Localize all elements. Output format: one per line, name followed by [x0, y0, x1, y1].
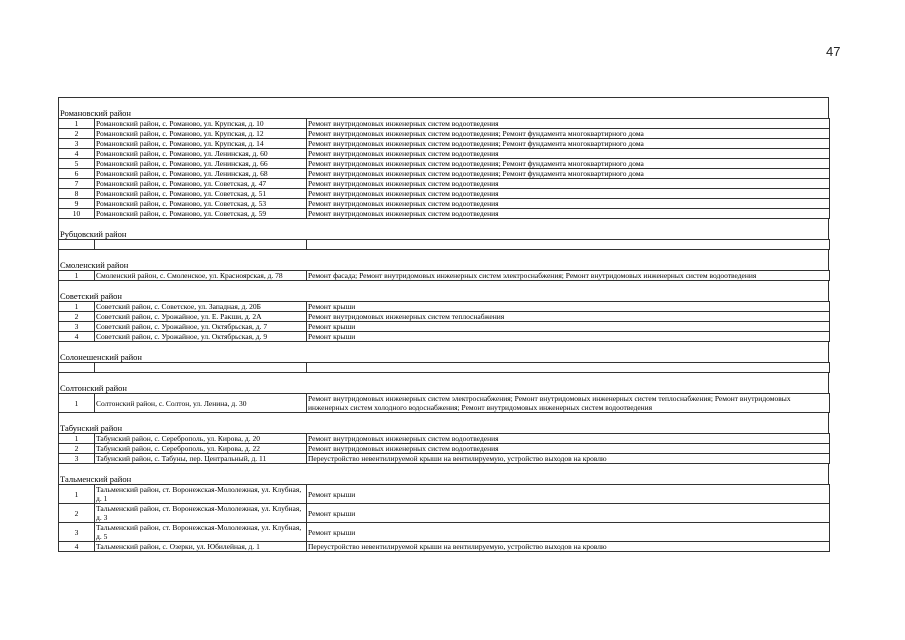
row-work: Ремонт внутридомовых инженерных систем теплоснабжения	[307, 312, 830, 322]
row-address: Советский район, с. Урожайное, ул. Е. Ракши, д. 2А	[95, 312, 307, 322]
empty-cell	[307, 240, 830, 250]
row-number: 3	[59, 139, 95, 149]
row-work: Ремонт внутридомовых инженерных систем водоотведения; Ремонт фундамента многоквартирного дома	[307, 169, 830, 179]
table-row	[59, 504, 830, 523]
row-work: Переустройство невентилируемой крыши на вентилируемую, устройство выходов на кровлю	[307, 542, 830, 552]
row-number: 6	[59, 169, 95, 179]
district-table	[58, 484, 830, 552]
district-title: Романовский район	[58, 108, 829, 118]
row-work: Ремонт внутридомовых инженерных систем водоотведения	[307, 179, 830, 189]
row-work: Ремонт внутридомовых инженерных систем водоотведения	[307, 199, 830, 209]
district-title: Табунский район	[58, 423, 829, 433]
district-title: Смоленский район	[58, 260, 829, 270]
row-number: 4	[59, 149, 95, 159]
row-number: 1	[59, 394, 95, 413]
row-work: Ремонт внутридомовых инженерных систем водоотведения	[307, 189, 830, 199]
district-title: Солтонский район	[58, 383, 829, 393]
row-address: Советский район, с. Советское, ул. Западная, д. 20Б	[95, 302, 307, 312]
section-spacer	[58, 464, 829, 474]
table-row	[59, 199, 830, 209]
section-spacer	[58, 413, 829, 423]
row-address: Романовский район, с. Романово, ул. Советская, д. 51	[95, 189, 307, 199]
document-table	[58, 97, 829, 552]
section-spacer	[58, 98, 829, 108]
table-row	[59, 129, 830, 139]
row-address: Романовский район, с. Романово, ул. Ленинская, д. 60	[95, 149, 307, 159]
row-number: 1	[59, 119, 95, 129]
table-row-empty	[59, 240, 830, 250]
row-number: 3	[59, 454, 95, 464]
row-number: 9	[59, 199, 95, 209]
row-work: Ремонт крыши	[307, 302, 830, 312]
row-number: 1	[59, 271, 95, 281]
row-number: 4	[59, 332, 95, 342]
row-number: 1	[59, 434, 95, 444]
row-number: 1	[59, 485, 95, 504]
table-row	[59, 394, 830, 413]
table-row	[59, 322, 830, 332]
row-work: Ремонт внутридомовых инженерных систем водоотведения; Ремонт фундамента многоквартирного дома	[307, 159, 830, 169]
row-address: Советский район, с. Урожайное, ул. Октябрьская, д. 9	[95, 332, 307, 342]
row-number: 3	[59, 523, 95, 542]
row-address: Табунский район, с. Сереброполь, ул. Кирова, д. 20	[95, 434, 307, 444]
row-work: Переустройство невентилируемой крыши на вентилируемую, устройство выходов на кровлю	[307, 454, 830, 464]
row-address: Романовский район, с. Романово, ул. Советская, д. 59	[95, 209, 307, 219]
row-work: Ремонт внутридомовых инженерных систем водоотведения	[307, 209, 830, 219]
row-work: Ремонт крыши	[307, 485, 830, 504]
table-row-empty	[59, 363, 830, 373]
section-spacer	[58, 281, 829, 291]
row-number: 2	[59, 444, 95, 454]
row-address: Тальменский район, ст. Воронежская-Мололежная, ул. Клубная, д. 1	[95, 485, 307, 504]
row-number: 4	[59, 542, 95, 552]
table-row	[59, 159, 830, 169]
table-row	[59, 444, 830, 454]
row-work: Ремонт внутридомовых инженерных систем электроснабжения; Ремонт внутридомовых инженерных систем теплоснабжения; Ремонт внутридомовых инженерных систем холодного водоснабжения; Ремонт внутридомовых инженерных систем водоотведения	[307, 394, 830, 413]
empty-cell	[95, 240, 307, 250]
row-address: Романовский район, с. Романово, ул. Крупская, д. 10	[95, 119, 307, 129]
table-row	[59, 271, 830, 281]
row-address: Романовский район, с. Романово, ул. Ленинская, д. 66	[95, 159, 307, 169]
row-address: Романовский район, с. Романово, ул. Ленинская, д. 68	[95, 169, 307, 179]
row-address: Табунский район, с. Табуны, пер. Центральный, д. 11	[95, 454, 307, 464]
table-row	[59, 485, 830, 504]
row-number: 8	[59, 189, 95, 199]
district-table	[58, 393, 830, 413]
row-address: Романовский район, с. Романово, ул. Крупская, д. 12	[95, 129, 307, 139]
row-work: Ремонт крыши	[307, 523, 830, 542]
district-title: Советский район	[58, 291, 829, 301]
row-address: Тальменский район, с. Озерки, ул. Юбилейная, д. 1	[95, 542, 307, 552]
row-address: Романовский район, с. Романово, ул. Советская, д. 47	[95, 179, 307, 189]
section-spacer	[58, 373, 829, 383]
row-address: Романовский район, с. Романово, ул. Крупская, д. 14	[95, 139, 307, 149]
table-row	[59, 209, 830, 219]
empty-cell	[59, 363, 95, 373]
row-number: 7	[59, 179, 95, 189]
table-row	[59, 332, 830, 342]
district-table	[58, 362, 830, 373]
row-number: 2	[59, 504, 95, 523]
row-work: Ремонт внутридомовых инженерных систем водоотведения; Ремонт фундамента многоквартирного дома	[307, 129, 830, 139]
table-row	[59, 523, 830, 542]
district-table	[58, 118, 830, 219]
row-address: Табунский район, с. Сереброполь, ул. Кирова, д. 22	[95, 444, 307, 454]
district-table	[58, 270, 830, 281]
row-number: 2	[59, 312, 95, 322]
district-title: Солонешенский район	[58, 352, 829, 362]
table-row	[59, 189, 830, 199]
empty-cell	[95, 363, 307, 373]
section-spacer	[58, 342, 829, 352]
row-work: Ремонт крыши	[307, 332, 830, 342]
row-work: Ремонт крыши	[307, 322, 830, 332]
row-work: Ремонт внутридомовых инженерных систем водоотведения	[307, 434, 830, 444]
row-work: Ремонт внутридомовых инженерных систем водоотведения	[307, 119, 830, 129]
table-row	[59, 179, 830, 189]
district-table	[58, 301, 830, 342]
row-address: Тальменский район, ст. Воронежская-Мололежная, ул. Клубная, д. 3	[95, 504, 307, 523]
district-table	[58, 433, 830, 464]
row-number: 3	[59, 322, 95, 332]
table-row	[59, 139, 830, 149]
empty-cell	[59, 240, 95, 250]
table-row	[59, 454, 830, 464]
district-title: Рубцовский район	[58, 229, 829, 239]
row-address: Романовский район, с. Романово, ул. Советская, д. 53	[95, 199, 307, 209]
table-row	[59, 119, 830, 129]
table-row	[59, 542, 830, 552]
row-address: Солтонский район, с. Солтон, ул. Ленина, д. 30	[95, 394, 307, 413]
table-row	[59, 169, 830, 179]
page-number: 47	[826, 44, 841, 59]
row-address: Советский район, с. Урожайное, ул. Октябрьская, д. 7	[95, 322, 307, 332]
row-address: Смоленский район, с. Смоленское, ул. Красноярская, д. 78	[95, 271, 307, 281]
district-title: Тальменский район	[58, 474, 829, 484]
table-row	[59, 434, 830, 444]
row-address: Тальменский район, ст. Воронежская-Мололежная, ул. Клубная, д. 5	[95, 523, 307, 542]
row-work: Ремонт внутридомовых инженерных систем водоотведения	[307, 149, 830, 159]
row-number: 10	[59, 209, 95, 219]
table-row	[59, 302, 830, 312]
row-work: Ремонт фасада; Ремонт внутридомовых инженерных систем электроснабжения; Ремонт внутридомовых инженерных систем водоотведения	[307, 271, 830, 281]
row-work: Ремонт крыши	[307, 504, 830, 523]
row-work: Ремонт внутридомовых инженерных систем водоотведения; Ремонт фундамента многоквартирного дома	[307, 139, 830, 149]
row-work: Ремонт внутридомовых инженерных систем водоотведения	[307, 444, 830, 454]
row-number: 2	[59, 129, 95, 139]
section-spacer	[58, 250, 829, 260]
row-number: 1	[59, 302, 95, 312]
district-table	[58, 239, 830, 250]
table-row	[59, 312, 830, 322]
empty-cell	[307, 363, 830, 373]
table-row	[59, 149, 830, 159]
row-number: 5	[59, 159, 95, 169]
section-spacer	[58, 219, 829, 229]
